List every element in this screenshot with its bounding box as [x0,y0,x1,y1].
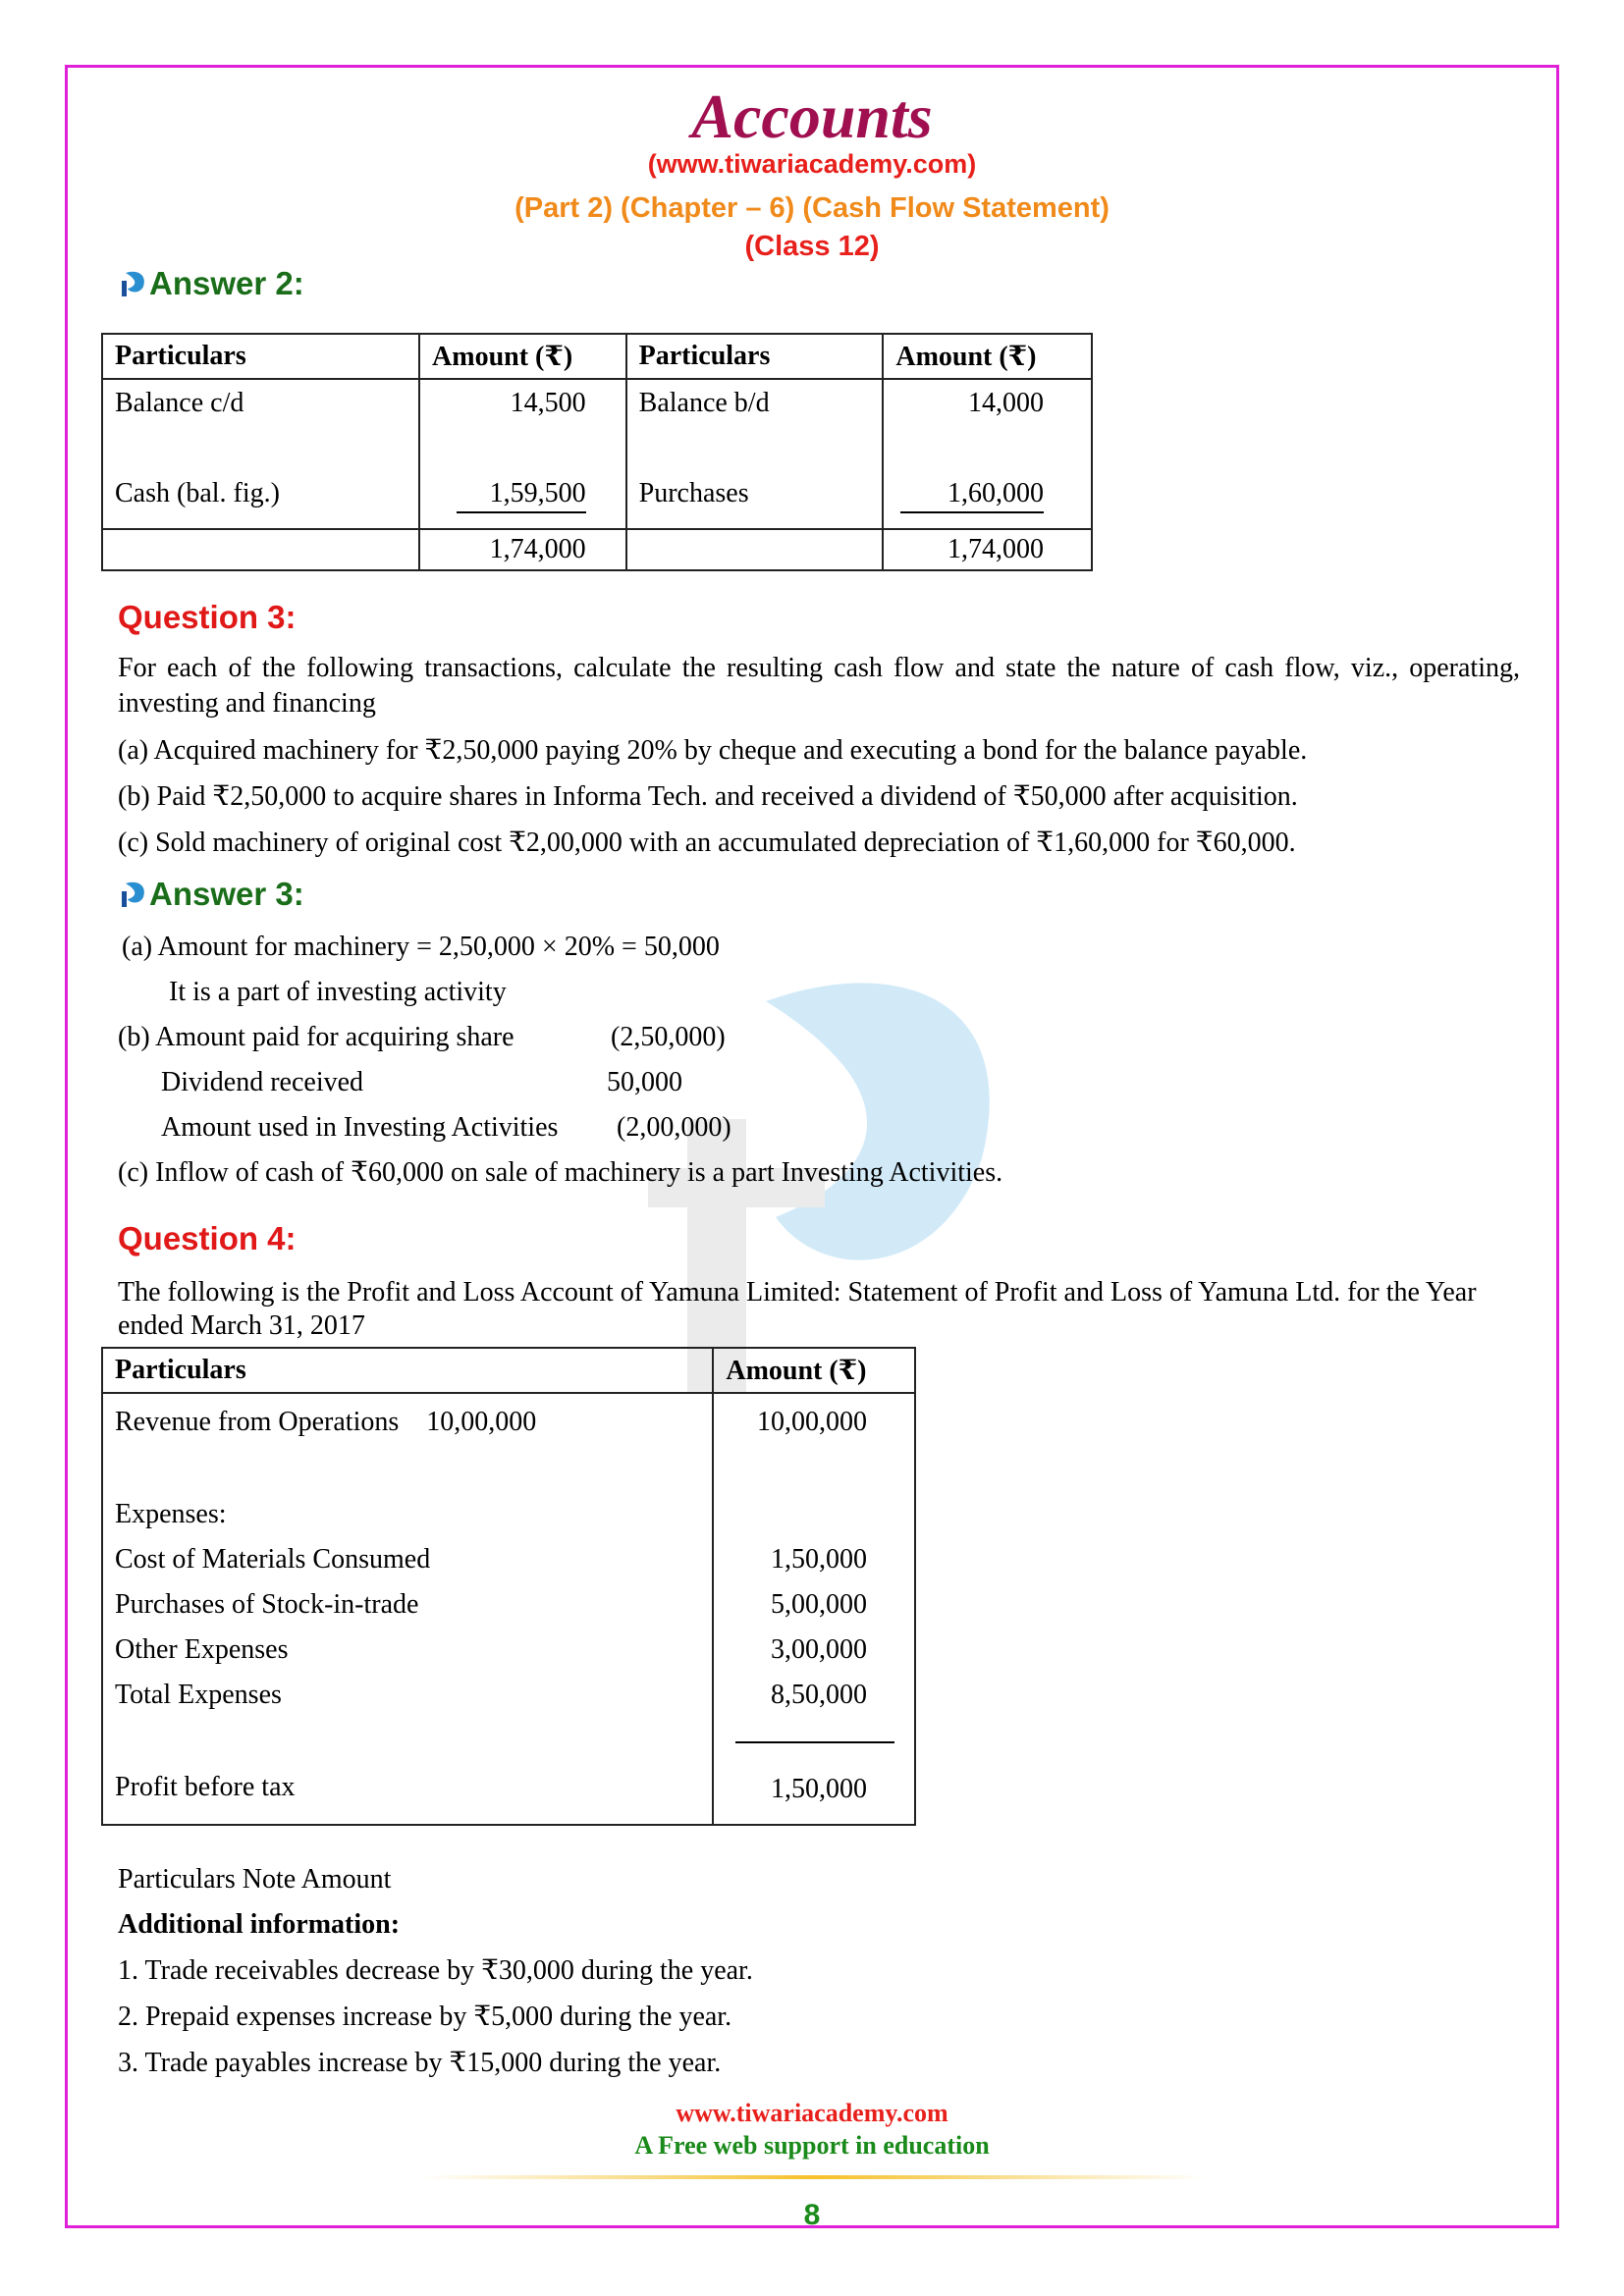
table-cell: 5,00,000 [771,1589,867,1620]
additional-item: 3. Trade payables increase by ₹15,000 during the year. [118,2048,722,2078]
question-3-heading: Question 3: [118,599,297,635]
sum-underline [735,1741,894,1743]
tiwari-leaf-icon [118,880,147,909]
page-title: Accounts [691,81,933,151]
profit-label: Profit before tax [115,1772,296,1802]
table-cell: 3,00,000 [771,1634,867,1665]
answer-3-b-value2: 50,000 [607,1067,682,1097]
note-line: Particulars Note Amount [118,1864,392,1895]
answer-2-heading-text: Answer 2: [149,265,304,301]
answer-3-c-line: (c) Inflow of cash of ₹60,000 on sale of machinery is a part Investing Activities. [118,1157,1003,1188]
answer-3-b-label2: Dividend received [161,1067,364,1097]
table-cell: 1,50,000 [771,1774,867,1804]
col-header: Particulars [102,1348,713,1393]
tiwari-leaf-icon [118,269,147,298]
col-header: Amount (₹) [883,334,1092,379]
col-header: Particulars [626,334,884,379]
col-header: Amount (₹) [713,1348,915,1393]
table-cell: 1,50,000 [771,1544,867,1575]
page-number: 8 [803,2199,821,2231]
chapter-subtitle: (Part 2) (Chapter – 6) (Cash Flow Statement) [514,192,1110,224]
table-cell: Purchases [638,478,749,508]
table-row [102,529,1092,570]
additional-item: 1. Trade receivables decrease by ₹30,000 during the year. [118,1955,753,1986]
header-site: (www.tiwariacademy.com) [647,149,977,179]
answer-2-heading [118,265,304,302]
question-4-intro: The following is the Profit and Loss Account of Yamuna Limited: Statement of Profit and Loss of Yamuna Ltd. for the Year ended March 31, 2017 [118,1277,1477,1341]
table-total: 1,74,000 [883,529,1092,570]
table-cell: 1,59,500 [457,476,586,513]
col-header: Particulars [102,334,419,379]
table-cell: 1,60,000 [900,476,1044,513]
class-label: (Class 12) [744,231,880,262]
answer-3-b-label1: (b) Amount paid for acquiring share [118,1022,514,1052]
table-cell: Cost of Materials Consumed [115,1544,431,1575]
footer-divider [422,2175,1208,2179]
question-3-item-b: (b) Paid ₹2,50,000 to acquire shares in Informa Tech. and received a dividend of ₹50,000 after acquisition. [118,781,1298,812]
question-3-intro: For each of the following transactions, calculate the resulting cash flow and state the nature of cash flow, viz., operating, investing and financing [118,653,1520,719]
table-total: 1,74,000 [419,529,626,570]
table-cell: 8,50,000 [771,1680,867,1710]
answer-2-ledger-table [101,333,1093,571]
table-row [102,1393,915,1825]
footer-site-link[interactable]: www.tiwariacademy.com [676,2099,948,2127]
answer-3-b-label3: Amount used in Investing Activities [161,1112,559,1143]
additional-item: 2. Prepaid expenses increase by ₹5,000 during the year. [118,2002,732,2032]
question-3-item-c: (c) Sold machinery of original cost ₹2,00,000 with an accumulated depreciation of ₹1,60,000 for ₹60,000. [118,828,1296,858]
answer-3-b-value1: (2,50,000) [611,1022,726,1052]
answer-3-heading [118,876,304,913]
answer-3-a-line2: It is a part of investing activity [169,977,507,1007]
col-header: Amount (₹) [419,334,626,379]
question-4-heading: Question 4: [118,1220,297,1256]
table-cell: Other Expenses [115,1634,289,1665]
additional-info-heading: Additional information: [118,1909,401,1940]
table-cell: Cash (bal. fig.) [115,478,280,508]
table-row [102,379,1092,529]
table-cell: 14,500 [510,388,586,418]
table-cell: 14,000 [968,388,1044,418]
table-cell: Balance b/d [638,388,770,418]
table-cell: Purchases of Stock-in-trade [115,1589,419,1620]
table-cell: Total Expenses [115,1680,282,1710]
expenses-label: Expenses: [115,1499,227,1529]
question-3-item-a: (a) Acquired machinery for ₹2,50,000 paying 20% by cheque and executing a bond for the balance payable. [118,735,1308,766]
profit-loss-table [101,1347,916,1826]
table-cell: 10,00,000 [757,1407,867,1437]
footer-tagline: A Free web support in education [634,2131,990,2160]
answer-3-b-value3: (2,00,000) [617,1112,731,1143]
table-cell: Balance c/d [115,388,244,418]
revenue-row-label: Revenue from Operations 10,00,000 [115,1407,537,1437]
answer-3-heading-text: Answer 3: [149,876,304,912]
answer-3-a-line1: (a) Amount for machinery = 2,50,000 × 20% = 50,000 [122,932,720,962]
